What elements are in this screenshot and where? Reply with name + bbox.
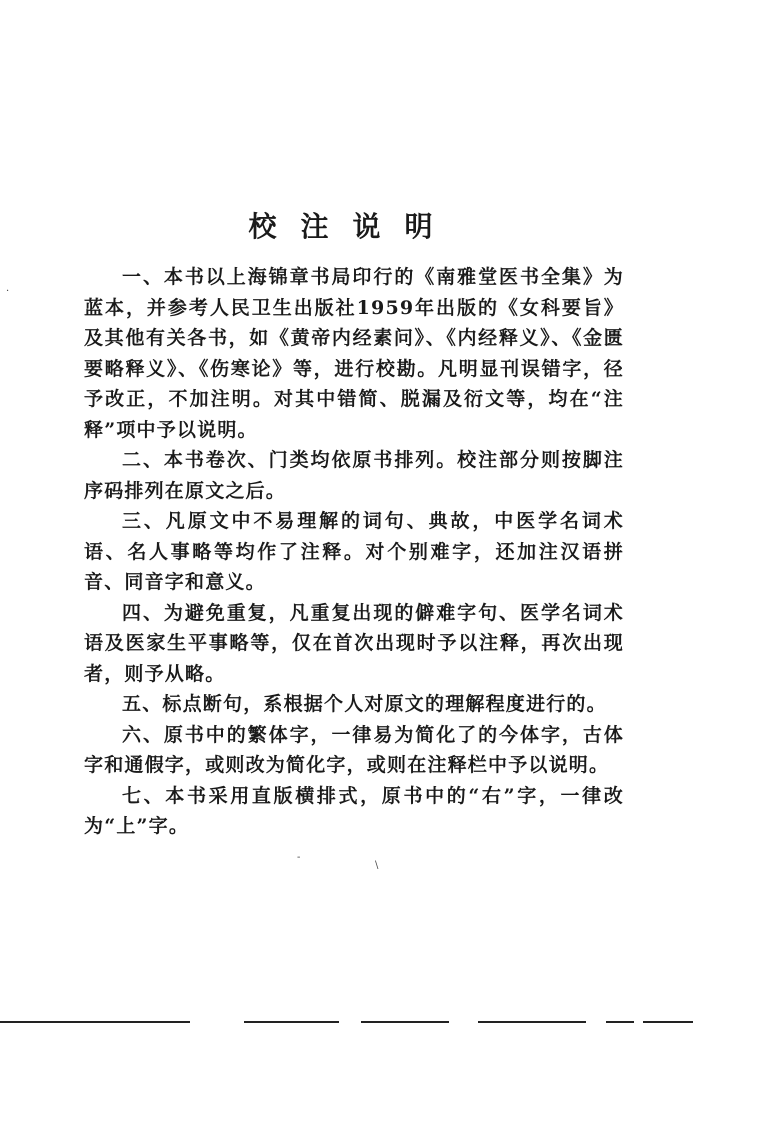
paragraph-7: 七、本书采用直版横排式，原书中的“右”字，一律改为“上”字。 — [84, 784, 624, 837]
paragraph-2: 二、本书卷次、门类均依原书排列。校注部分则按脚注序码排列在原文之后。 — [84, 449, 624, 502]
paragraph-5: 五、标点断句，系根据个人对原文的理解程度进行的。 — [122, 693, 607, 715]
divider-line — [244, 1021, 339, 1023]
scan-speck: - — [297, 852, 301, 863]
divider-line — [478, 1021, 586, 1023]
divider-line — [0, 1021, 190, 1023]
scan-speck: \ — [375, 860, 379, 871]
paragraph-6: 六、原书中的繁体字，一律易为简化了的今体字，古体字和通假字，或则改为简化字，或则在注释栏中予以说明。 — [84, 723, 624, 776]
divider-line — [643, 1021, 693, 1023]
paragraph-1: 一、本书以上海锦章书局印行的《南雅堂医书全集》为蓝本，并参考人民卫生出版社1959年出版的《女科要旨》及其他有关各书，如《黄帝内经素问》、《内经释义》、《金匮要略释义》、《伤寒论》等，进行校勘。凡明显刊误错字，径予改正，不加注明。对其中错简、脱漏及衍文等，均在“注释”项中予以说明。 — [84, 266, 624, 441]
paragraph-4: 四、为避免重复，凡重复出现的僻难字句、医学名词术语及医家生平事略等，仅在首次出现时予以注释，再次出现者，则予从略。 — [84, 601, 624, 685]
divider-line — [361, 1021, 449, 1023]
scan-speck: · — [6, 286, 10, 297]
paragraph-3: 三、凡原文中不易理解的词句、典故，中医学名词术语、名人事略等均作了注释。对个别难字，还加注汉语拼音、同音字和意义。 — [84, 510, 624, 593]
divider-line — [606, 1021, 634, 1023]
footer-rule-lines — [0, 1019, 777, 1025]
document-body — [84, 262, 624, 842]
page-title: 校注说明 — [248, 210, 457, 243]
